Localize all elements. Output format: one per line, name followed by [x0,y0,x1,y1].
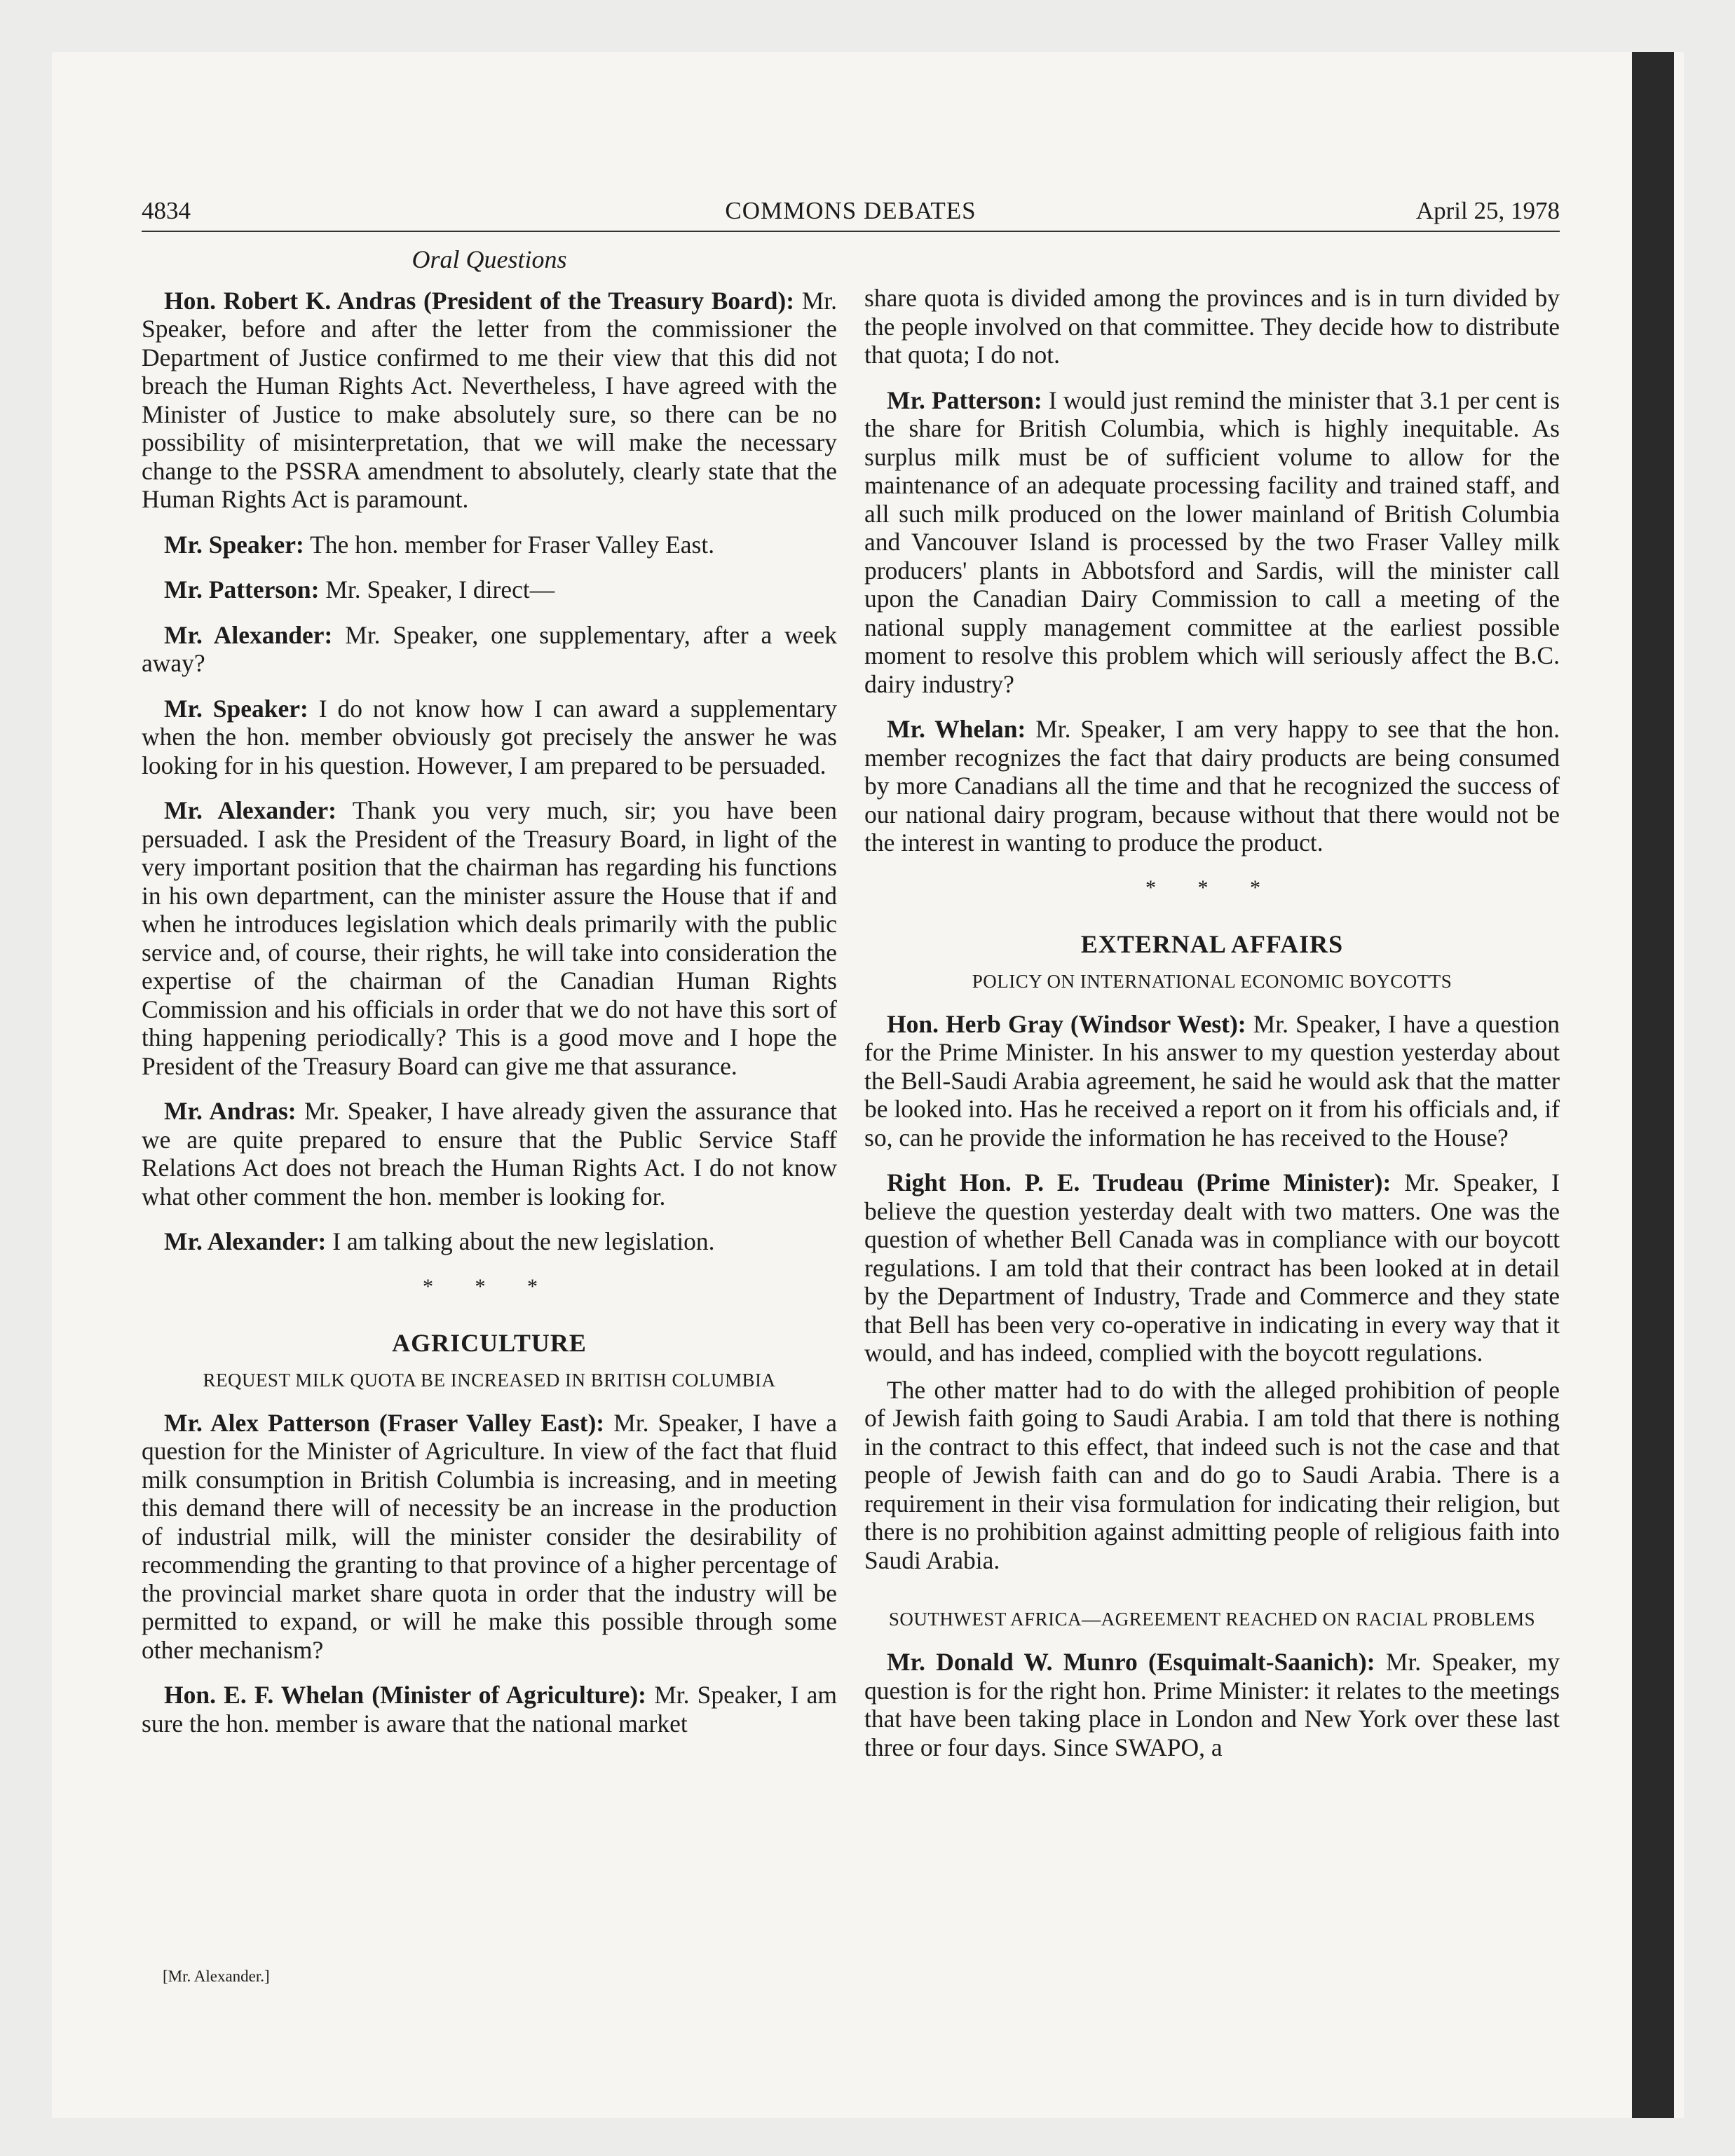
section-separator: * * * [1145,875,1279,899]
speech-paragraph [142,575,837,604]
page-header [142,197,1560,232]
speech-text: I would just remind the minister that 3.1 per cent is the share for British Columbia, which is highly inequitable. As surplus milk must be of sufficient volume to allow for the maintenance of an adequate processing facility and trained staff, and all such milk produced on the lower mainland of British Columbia and Vancouver Island is processed by the two Fraser Valley milk producers' plants in Abbotsford and Sardis, will the minister call upon the Canadian Dairy Commission to call a meeting of the national supply management committee at the earliest possible moment to resolve this problem which will seriously affect the B.C. dairy industry? [864,386,1560,698]
speaker-name: Right Hon. P. E. Trudeau (Prime Minister): [887,1168,1392,1196]
speech-paragraph [142,796,837,1080]
speech-paragraph [142,1227,837,1256]
speech-paragraph [142,287,837,514]
speech-text: share quota is divided among the provinces and is in turn divided by the people involved on that committee. They decide how to distribute that quota; I do not. [864,284,1560,369]
right-column [864,284,1560,1778]
speech-text: Mr. Speaker, I believe the question yesterday dealt with two matters. One was the question of whether Bell Canada was in compliance with our boycott regulations. I am told that their contract has been looked at in detail by the Department of Industry, Trade and Commerce and they state that Bell has been very co-operative in indicating in every way that it would, and has indeed, complied with the boycott regulations. [864,1168,1560,1367]
speaker-name: Mr. Alexander: [164,620,333,649]
section-subheading: REQUEST MILK QUOTA BE INCREASED IN BRITISH COLUMBIA [203,1369,776,1391]
speech-text: Mr. Speaker, I have a question for the Prime Minister. In his answer to my question yesterday about the Bell-Saudi Arabia agreement, he said he would ask that the matter be looked into. Has he received a report on it from his officials and, if so, can he provide the information he has received to the House? [864,1009,1560,1152]
page-number: 4834 [142,197,191,224]
speech-text: Mr. Speaker, I have a question for the Minister of Agriculture. In view of the fact that fluid milk consumption in British Columbia is increasing, and in meeting this demand there will of necessity be an increase in the production of industrial milk, will the minister consider the desirability of recommending the granting to that province of a higher percentage of the provincial market share quota in order that the industry will be permitted to expand, or will he make this possible through some other mechanism? [142,1408,838,1664]
speech-text: I do not know how I can award a supplementary when the hon. member obviously got precisely the answer he was looking for in his question. However, I am prepared to be persuaded. [142,694,837,779]
speaker-name: Hon. E. F. Whelan (Minister of Agriculture): [164,1681,646,1709]
speech-paragraph [864,1376,1560,1575]
speaker-name: Hon. Robert K. Andras (President of the Treasury Board): [164,286,795,315]
speaker-name: Mr. Andras: [164,1097,297,1125]
speech-paragraph [864,386,1560,699]
speech-paragraph [142,531,837,559]
speech-paragraph [142,695,837,780]
speaker-footnote: [Mr. Alexander.] [163,1967,270,1985]
speech-paragraph [142,1097,837,1210]
section-heading: AGRICULTURE [392,1329,587,1357]
speech-text: Mr. Speaker, I direct— [325,575,555,603]
speech-paragraph [864,715,1560,857]
speech-text: The other matter had to do with the alleged prohibition of people of Jewish faith going to Saudi Arabia. I am told that there is nothing in the contract to this effect, that indeed such is not the case and that people of Jewish faith can and do go to Saudi Arabia. There is a requirement in their visa formulation for indicating their religion, but there is no prohibition against admitting people of religious faith into Saudi Arabia. [864,1375,1560,1574]
speaker-name: Mr. Whelan: [887,715,1026,743]
publication-date: April 25, 1978 [1415,197,1560,224]
speech-text: Mr. Speaker, before and after the letter from the commissioner the Department of Justice confirmed to me their view that this did not breach the Human Rights Act. Nevertheless, I have agreed with the Minister of Justice to make absolutely sure, so there can be no possibility of misinterpretation, that we will make the necessary change to the PSSRA amendment to absolutely, clearly state that the Human Rights Act is paramount. [142,286,837,513]
speech-paragraph [142,1409,837,1665]
section-heading: EXTERNAL AFFAIRS [1080,930,1344,958]
speaker-name: Mr. Alexander: [164,796,336,824]
speech-paragraph [142,1681,837,1738]
speech-paragraph [864,284,1560,369]
speech-paragraph [864,1168,1560,1367]
section-subheading: POLICY ON INTERNATIONAL ECONOMIC BOYCOTTS [972,970,1452,992]
publication-title: COMMONS DEBATES [725,197,977,224]
speech-text: The hon. member for Fraser Valley East. [310,530,715,559]
speaker-name: Mr. Patterson: [164,575,320,603]
speaker-name: Mr. Alexander: [164,1227,327,1255]
section-subheading: SOUTHWEST AFRICA—AGREEMENT REACHED ON RACIAL PROBLEMS [888,1609,1536,1630]
left-column [142,245,837,1754]
speech-paragraph [142,621,837,678]
speech-text: Mr. Speaker, I have already given the assurance that we are quite prepared to ensure that the Public Service Staff Relations Act does not breach the Human Rights Act. I do not know what other comment the hon. member is looking for. [142,1097,837,1210]
speech-paragraph [864,1010,1560,1152]
speech-text: Mr. Speaker, one supplementary, after a week away? [142,620,838,677]
speech-paragraph [864,1648,1560,1761]
speech-text: I am talking about the new legislation. [332,1227,715,1255]
speaker-name: Mr. Speaker: [164,530,304,559]
speaker-name: Mr. Patterson: [887,386,1042,414]
speaker-name: Hon. Herb Gray (Windsor West): [887,1009,1246,1038]
speech-text: Mr. Speaker, I am sure the hon. member is aware that the national market [142,1681,838,1738]
speaker-name: Mr. Alex Patterson (Fraser Valley East): [164,1408,605,1437]
section-separator: * * * [423,1274,556,1298]
speech-text: Mr. Speaker, my question is for the right hon. Prime Minister: it relates to the meetings that have been taking place in London and New York over these last three or four days. Since SWAPO, a [864,1648,1560,1761]
scan-edge-shadow [1632,52,1674,2118]
speech-text: Thank you very much, sir; you have been persuaded. I ask the President of the Treasury Board, in light of the very important position that the chairman has regarding his functions in his own department, can the minister assure the House that if and when he introduces legislation which deals primarily with the public service and, of course, their rights, he will take into consideration the expertise of the chairman of the Canadian Human Rights Commission and his officials in order that we do not have this sort of thing happening periodically? This is a good move and I hope the President of the Treasury Board can give me that assurance. [142,796,838,1080]
speech-text: Mr. Speaker, I am very happy to see that the hon. member recognizes the fact that dairy products are being consumed by more Canadians all the time and that he recognized the success of our national dairy program, because without that there would not be the interest in wanting to produce the product. [864,715,1560,857]
speaker-name: Mr. Speaker: [164,694,308,723]
speaker-name: Mr. Donald W. Munro (Esquimalt-Saanich): [887,1648,1375,1676]
section-title: Oral Questions [411,245,567,273]
